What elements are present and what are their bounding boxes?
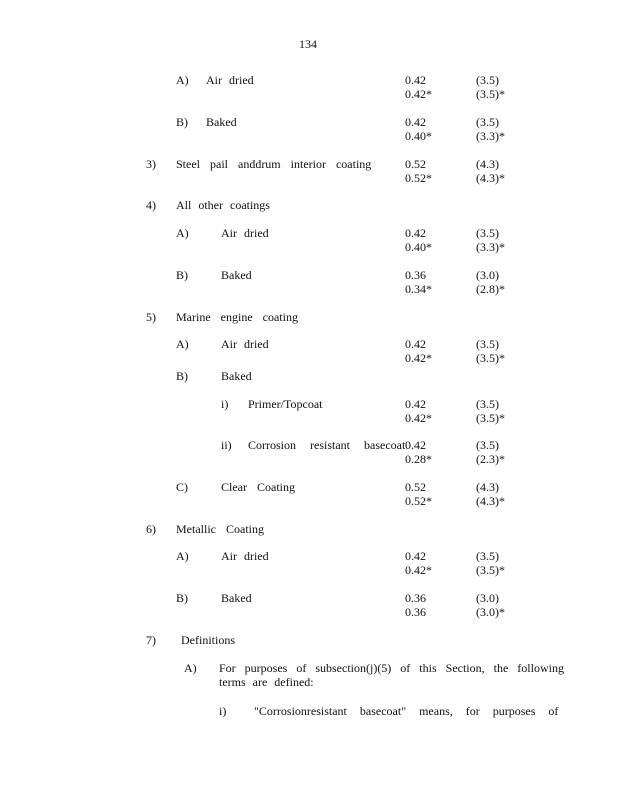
value-paren: (3.0) <box>476 591 499 605</box>
value-paren: (3.5)* <box>476 87 505 101</box>
value: 0.52 <box>405 480 426 494</box>
item-letter: A) <box>176 73 189 87</box>
value: 0.42* <box>405 87 432 101</box>
item-letter: A) <box>176 226 189 240</box>
item-number: 5) <box>146 310 156 324</box>
definition-text: "Corrosionresistant basecoat" means, for purposes of <box>254 704 559 718</box>
item-roman: i) <box>221 397 229 411</box>
item-number: 6) <box>146 522 156 536</box>
item-label: Clear Coating <box>221 480 295 494</box>
value: 0.42 <box>405 397 426 411</box>
item-label: Metallic Coating <box>176 522 264 536</box>
value: 0.36 <box>405 268 426 282</box>
value-paren: (3.5)* <box>476 563 505 577</box>
value-paren: (3.5) <box>476 438 499 452</box>
value: 0.42* <box>405 411 432 425</box>
value-paren: (3.5) <box>476 549 499 563</box>
value: 0.52 <box>405 157 426 171</box>
value: 0.42* <box>405 563 432 577</box>
item-letter: B) <box>176 115 188 129</box>
value-paren: (3.5) <box>476 337 499 351</box>
value: 0.40* <box>405 240 432 254</box>
value-paren: (3.5) <box>476 226 499 240</box>
value-paren: (4.3)* <box>476 494 505 508</box>
value-paren: (3.5) <box>476 73 499 87</box>
value-paren: (3.5)* <box>476 411 505 425</box>
item-letter: B) <box>176 369 188 383</box>
item-letter: B) <box>176 591 188 605</box>
item-letter: A) <box>176 337 189 351</box>
item-roman: ii) <box>221 438 232 452</box>
item-label: Steel pail anddrum interior coating <box>176 157 372 171</box>
value: 0.36 <box>405 605 426 619</box>
value-paren: (3.3)* <box>476 240 505 254</box>
item-label: Air dried <box>221 226 269 240</box>
value-paren: (4.3) <box>476 480 499 494</box>
value: 0.42 <box>405 549 426 563</box>
item-letter: A) <box>176 549 189 563</box>
value-paren: (2.3)* <box>476 452 505 466</box>
item-label: Primer/Topcoat <box>248 397 323 411</box>
item-label: All other coatings <box>176 198 270 212</box>
value-paren: (3.5) <box>476 397 499 411</box>
value: 0.42 <box>405 115 426 129</box>
item-label: Air dried <box>221 337 269 351</box>
value: 0.36 <box>405 591 426 605</box>
item-letter: A) <box>184 661 197 675</box>
item-label: Baked <box>221 268 252 282</box>
item-label: Air dried <box>221 549 269 563</box>
value-paren: (3.5) <box>476 115 499 129</box>
value: 0.52* <box>405 171 432 185</box>
value: 0.34* <box>405 282 432 296</box>
item-number: 3) <box>146 157 156 171</box>
item-number: 4) <box>146 198 156 212</box>
value: 0.40* <box>405 129 432 143</box>
value: 0.42 <box>405 337 426 351</box>
item-letter: C) <box>176 480 188 494</box>
item-number: 7) <box>146 633 156 647</box>
item-label: Baked <box>221 591 252 605</box>
item-roman: i) <box>219 704 227 718</box>
value: 0.52* <box>405 494 432 508</box>
value: 0.42 <box>405 438 426 452</box>
section-heading: Definitions <box>181 633 235 647</box>
item-label: Baked <box>221 369 252 383</box>
item-label: Baked <box>206 115 237 129</box>
definition-text: For purposes of subsection(j)(5) of this Section, the following <box>219 661 564 675</box>
value-paren: (4.3)* <box>476 171 505 185</box>
value: 0.42* <box>405 351 432 365</box>
item-label: Corrosion resistant basecoat <box>248 438 406 452</box>
value: 0.42 <box>405 73 426 87</box>
value: 0.28* <box>405 452 432 466</box>
page-number: 134 <box>299 37 317 51</box>
definition-text: terms are defined: <box>219 675 314 689</box>
value-paren: (3.0) <box>476 268 499 282</box>
value-paren: (2.8)* <box>476 282 505 296</box>
item-label: Marine engine coating <box>176 310 298 324</box>
value-paren: (3.0)* <box>476 605 505 619</box>
item-label: Air dried <box>206 73 254 87</box>
value-paren: (4.3) <box>476 157 499 171</box>
value-paren: (3.3)* <box>476 129 505 143</box>
value-paren: (3.5)* <box>476 351 505 365</box>
value: 0.42 <box>405 226 426 240</box>
item-letter: B) <box>176 268 188 282</box>
